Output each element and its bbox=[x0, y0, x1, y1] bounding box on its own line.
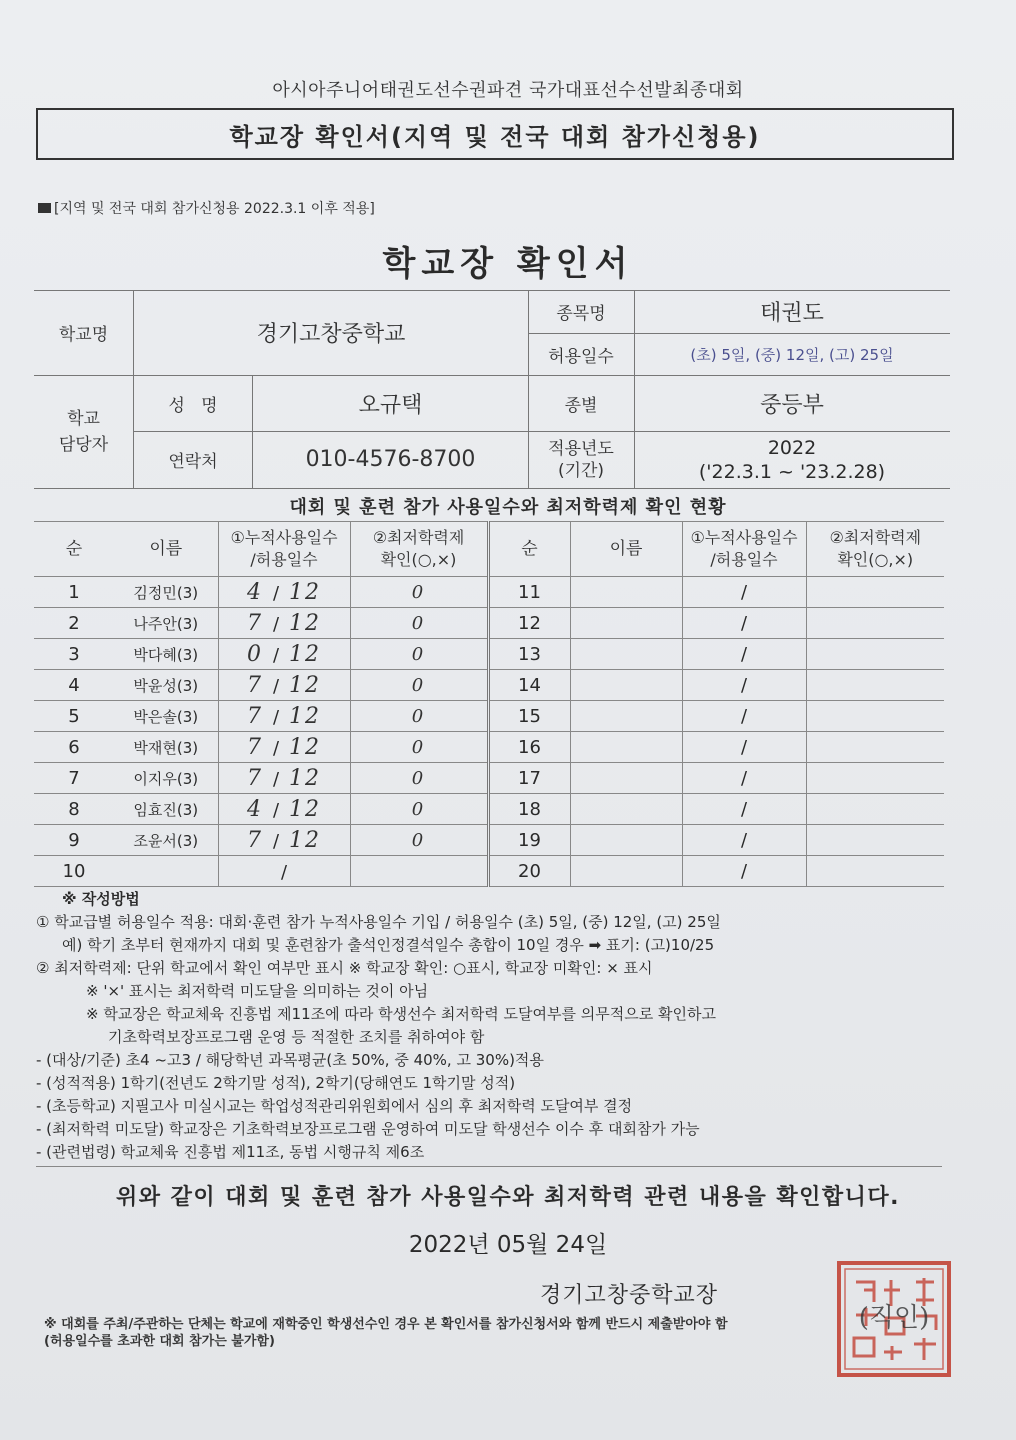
days-cell: / bbox=[682, 608, 806, 639]
days-sep: / bbox=[280, 861, 288, 883]
allowed-days-label: 허용일수 bbox=[548, 346, 614, 367]
instructions bbox=[36, 888, 976, 1164]
days-cell: / bbox=[682, 856, 806, 887]
days-cell bbox=[218, 763, 350, 794]
student-name bbox=[570, 856, 682, 887]
days-allowed: 12 bbox=[289, 672, 322, 698]
student-name bbox=[114, 856, 218, 887]
table-row bbox=[34, 763, 944, 794]
name-label: 성 명 bbox=[168, 395, 218, 416]
table-row bbox=[34, 701, 944, 732]
days-allowed: 12 bbox=[289, 827, 322, 853]
days-used: 0 bbox=[246, 641, 263, 667]
row-no: 12 bbox=[488, 608, 570, 639]
check-mark: 0 bbox=[350, 701, 488, 732]
days-cell bbox=[218, 794, 350, 825]
days-allowed: 12 bbox=[289, 765, 322, 791]
check-mark: 0 bbox=[350, 577, 488, 608]
days-sep: / bbox=[272, 768, 280, 790]
check-mark: 0 bbox=[350, 608, 488, 639]
row-no: 8 bbox=[34, 794, 114, 825]
instr-line: - (성적적용) 1학기(전년도 2학기말 성적), 2학기(당해연도 1학기말 성적) bbox=[36, 1074, 516, 1092]
col-check-right: ②최저학력제 확인(○,×) bbox=[806, 522, 944, 577]
row-no: 6 bbox=[34, 732, 114, 763]
days-used: 7 bbox=[246, 734, 263, 760]
row-no: 13 bbox=[488, 639, 570, 670]
days-cell bbox=[218, 670, 350, 701]
days-sep: / bbox=[272, 706, 280, 728]
table-row bbox=[34, 608, 944, 639]
instr-line: - (대상/기준) 초4 ~고3 / 해당학년 과목평균(초 50%, 중 40%, 고 30%)적용 bbox=[36, 1051, 544, 1069]
instr-line: ① 학교급별 허용일수 적용: 대회·훈련 참가 누적사용일수 기입 / 허용일수 (초) 5일, (중) 12일, (고) 25일 bbox=[36, 913, 721, 931]
days-used: 4 bbox=[246, 579, 263, 605]
row-no: 2 bbox=[34, 608, 114, 639]
days-allowed: 12 bbox=[289, 610, 322, 636]
section-title: 대회 및 훈련 참가 사용일수와 최저학력제 확인 현황 bbox=[289, 497, 727, 518]
official-seal-icon bbox=[836, 1260, 952, 1378]
check-mark: 0 bbox=[350, 670, 488, 701]
student-name bbox=[570, 794, 682, 825]
main-title: 학교장 확인서 bbox=[382, 244, 634, 284]
check-mark bbox=[806, 856, 944, 887]
student-name: 박은솔(3) bbox=[114, 701, 218, 732]
square-bullet-icon bbox=[38, 203, 51, 213]
check-mark: 0 bbox=[350, 732, 488, 763]
seal-overlay-text: (직인) bbox=[858, 1303, 930, 1333]
check-mark bbox=[806, 732, 944, 763]
table-row bbox=[34, 670, 944, 701]
check-mark bbox=[806, 639, 944, 670]
col-name: 이름 bbox=[114, 522, 218, 577]
days-used: 7 bbox=[246, 610, 263, 636]
student-name: 박재현(3) bbox=[114, 732, 218, 763]
days-sep: / bbox=[272, 675, 280, 697]
instr-line: - (관련법령) 학교체육 진흥법 제11조, 동법 시행규칙 제6조 bbox=[36, 1143, 425, 1161]
student-name bbox=[570, 577, 682, 608]
days-sep: / bbox=[272, 737, 280, 759]
table-row bbox=[34, 825, 944, 856]
sport-label: 종목명 bbox=[556, 304, 606, 324]
student-name bbox=[570, 763, 682, 794]
issue-date: 2022년 05월 24일 bbox=[408, 1232, 608, 1258]
days-cell bbox=[218, 732, 350, 763]
days-used: 4 bbox=[246, 796, 263, 822]
year-cell bbox=[634, 431, 950, 488]
days-cell: / bbox=[682, 701, 806, 732]
days-cell bbox=[218, 701, 350, 732]
days-cell bbox=[218, 825, 350, 856]
days-sep: / bbox=[272, 830, 280, 852]
col-name-right: 이름 bbox=[570, 522, 682, 577]
days-cell: / bbox=[682, 577, 806, 608]
instr-line: ② 최저학력제: 단위 학교에서 확인 여부만 표시 ※ 학교장 확인: ○표시, 학교장 미확인: × 표시 bbox=[36, 959, 653, 977]
sport-value: 태권도 bbox=[760, 301, 824, 326]
contact-value: 010-4576-8700 bbox=[305, 447, 476, 472]
year-label: 적용년도 (기간) bbox=[548, 438, 614, 481]
check-mark: 0 bbox=[350, 763, 488, 794]
check-mark bbox=[806, 577, 944, 608]
days-cell: / bbox=[682, 670, 806, 701]
row-no: 1 bbox=[34, 577, 114, 608]
student-name bbox=[570, 670, 682, 701]
instr-line: 예) 학기 초부터 현재까지 대회 및 훈련참가 출석인정결석일수 총합이 10일 경우 ➡ 표기: (고)10/25 bbox=[62, 936, 715, 954]
manager-name-value: 오규택 bbox=[358, 392, 423, 418]
period-value: ('22.3.1 ~ '23.2.28) bbox=[698, 460, 886, 483]
applicability-note bbox=[38, 198, 375, 218]
student-name bbox=[570, 608, 682, 639]
allowed-days-value: (초) 5일, (중) 12일, (고) 25일 bbox=[690, 345, 894, 364]
student-name: 박다혜(3) bbox=[114, 639, 218, 670]
days-sep: / bbox=[272, 644, 280, 666]
row-no: 11 bbox=[488, 577, 570, 608]
row-no: 16 bbox=[488, 732, 570, 763]
table-row bbox=[34, 732, 944, 763]
row-no: 7 bbox=[34, 763, 114, 794]
days-allowed: 12 bbox=[289, 641, 322, 667]
form-title-box: 학교장 확인서(지역 및 전국 대회 참가신청용) bbox=[36, 108, 954, 160]
check-mark bbox=[806, 670, 944, 701]
school-value: 경기고창중학교 bbox=[256, 322, 406, 347]
col-check: ②최저학력제 확인(○,×) bbox=[350, 522, 488, 577]
days-used: 7 bbox=[246, 703, 263, 729]
days-used: 7 bbox=[246, 827, 263, 853]
days-used: 7 bbox=[246, 672, 263, 698]
days-cell bbox=[218, 856, 350, 887]
student-name: 임효진(3) bbox=[114, 794, 218, 825]
table-row bbox=[34, 577, 944, 608]
days-cell: / bbox=[682, 794, 806, 825]
days-allowed: 12 bbox=[289, 796, 322, 822]
event-title: 아시아주니어태권도선수권파견 국가대표선수선발최종대회 bbox=[272, 80, 744, 101]
check-mark: 0 bbox=[350, 825, 488, 856]
days-cell bbox=[218, 608, 350, 639]
applicability-note-text: [지역 및 전국 대회 참가신청용 2022.3.1 이후 적용] bbox=[54, 201, 375, 217]
days-cell: / bbox=[682, 825, 806, 856]
school-label: 학교명 bbox=[58, 325, 109, 345]
principal-name: 경기고창중학교장 bbox=[540, 1283, 719, 1308]
col-days: ①누적사용일수 /허용일수 bbox=[218, 522, 350, 577]
usage-table bbox=[34, 521, 944, 887]
student-name: 조윤서(3) bbox=[114, 825, 218, 856]
row-no: 3 bbox=[34, 639, 114, 670]
category-value: 중등부 bbox=[760, 392, 824, 418]
row-no: 20 bbox=[488, 856, 570, 887]
student-name: 이지우(3) bbox=[114, 763, 218, 794]
student-name bbox=[570, 639, 682, 670]
divider bbox=[36, 1166, 942, 1167]
student-name: 김정민(3) bbox=[114, 577, 218, 608]
instr-line: ※ 학교장은 학교체육 진흥법 제11조에 따라 학생선수 최저학력 도달여부를 의무적으로 확인하고 bbox=[86, 1005, 716, 1023]
student-name bbox=[570, 701, 682, 732]
row-no: 17 bbox=[488, 763, 570, 794]
check-mark bbox=[806, 794, 944, 825]
days-sep: / bbox=[272, 799, 280, 821]
contact-label: 연락처 bbox=[168, 452, 218, 472]
check-mark: 0 bbox=[350, 794, 488, 825]
year-value: 2022 bbox=[767, 436, 817, 459]
check-mark bbox=[806, 608, 944, 639]
footer-note-line: (허용일수를 초과한 대회 참가는 불가함) bbox=[44, 1334, 275, 1349]
days-cell: / bbox=[682, 639, 806, 670]
row-no: 19 bbox=[488, 825, 570, 856]
footer-note-line: ※ 대회를 주최/주관하는 단체는 학교에 재학중인 학생선수인 경우 본 확인서를 참가신청서와 함께 반드시 제출받아야 함 bbox=[44, 1317, 728, 1332]
days-cell bbox=[218, 639, 350, 670]
instr-line: ※ '×' 표시는 최저학력 미도달을 의미하는 것이 아님 bbox=[86, 982, 429, 1000]
row-no: 18 bbox=[488, 794, 570, 825]
check-mark bbox=[806, 701, 944, 732]
row-no: 4 bbox=[34, 670, 114, 701]
row-no: 10 bbox=[34, 856, 114, 887]
days-used: 7 bbox=[246, 765, 263, 791]
check-mark bbox=[806, 825, 944, 856]
instr-heading: ※ 작성방법 bbox=[62, 890, 140, 908]
footer-note bbox=[44, 1316, 728, 1350]
days-allowed: 12 bbox=[289, 579, 322, 605]
col-no: 순 bbox=[34, 522, 114, 577]
table-row bbox=[34, 639, 944, 670]
row-no: 9 bbox=[34, 825, 114, 856]
days-cell bbox=[218, 577, 350, 608]
category-label: 종별 bbox=[564, 395, 598, 416]
days-cell: / bbox=[682, 763, 806, 794]
instr-line: 기초학력보장프로그램 운영 등 적절한 조치를 취하여야 함 bbox=[108, 1028, 485, 1046]
table-row bbox=[34, 794, 944, 825]
days-sep: / bbox=[272, 613, 280, 635]
check-mark bbox=[350, 856, 488, 887]
days-allowed: 12 bbox=[289, 734, 322, 760]
row-no: 5 bbox=[34, 701, 114, 732]
check-mark bbox=[806, 763, 944, 794]
days-allowed: 12 bbox=[289, 703, 322, 729]
instr-line: - (최저학력 미도달) 학교장은 기초학력보장프로그램 운영하여 미도달 학생선수 이수 후 대회참가 가능 bbox=[36, 1120, 700, 1138]
col-no-right: 순 bbox=[488, 522, 570, 577]
confirmation-statement: 위와 같이 대회 및 훈련 참가 사용일수와 최저학력 관련 내용을 확인합니다. bbox=[115, 1185, 900, 1210]
days-cell: / bbox=[682, 732, 806, 763]
table-row bbox=[34, 856, 944, 887]
student-name bbox=[570, 732, 682, 763]
row-no: 15 bbox=[488, 701, 570, 732]
col-days-right: ①누적사용일수 /허용일수 bbox=[682, 522, 806, 577]
check-mark: 0 bbox=[350, 639, 488, 670]
row-no: 14 bbox=[488, 670, 570, 701]
student-name: 나주안(3) bbox=[114, 608, 218, 639]
instr-line: - (초등학교) 지필고사 미실시교는 학업성적관리위원회에서 심의 후 최저학력 도달여부 결정 bbox=[36, 1097, 633, 1115]
days-sep: / bbox=[272, 582, 280, 604]
manager-label: 학교 담당자 bbox=[58, 408, 109, 455]
student-name bbox=[570, 825, 682, 856]
student-name: 박윤성(3) bbox=[114, 670, 218, 701]
